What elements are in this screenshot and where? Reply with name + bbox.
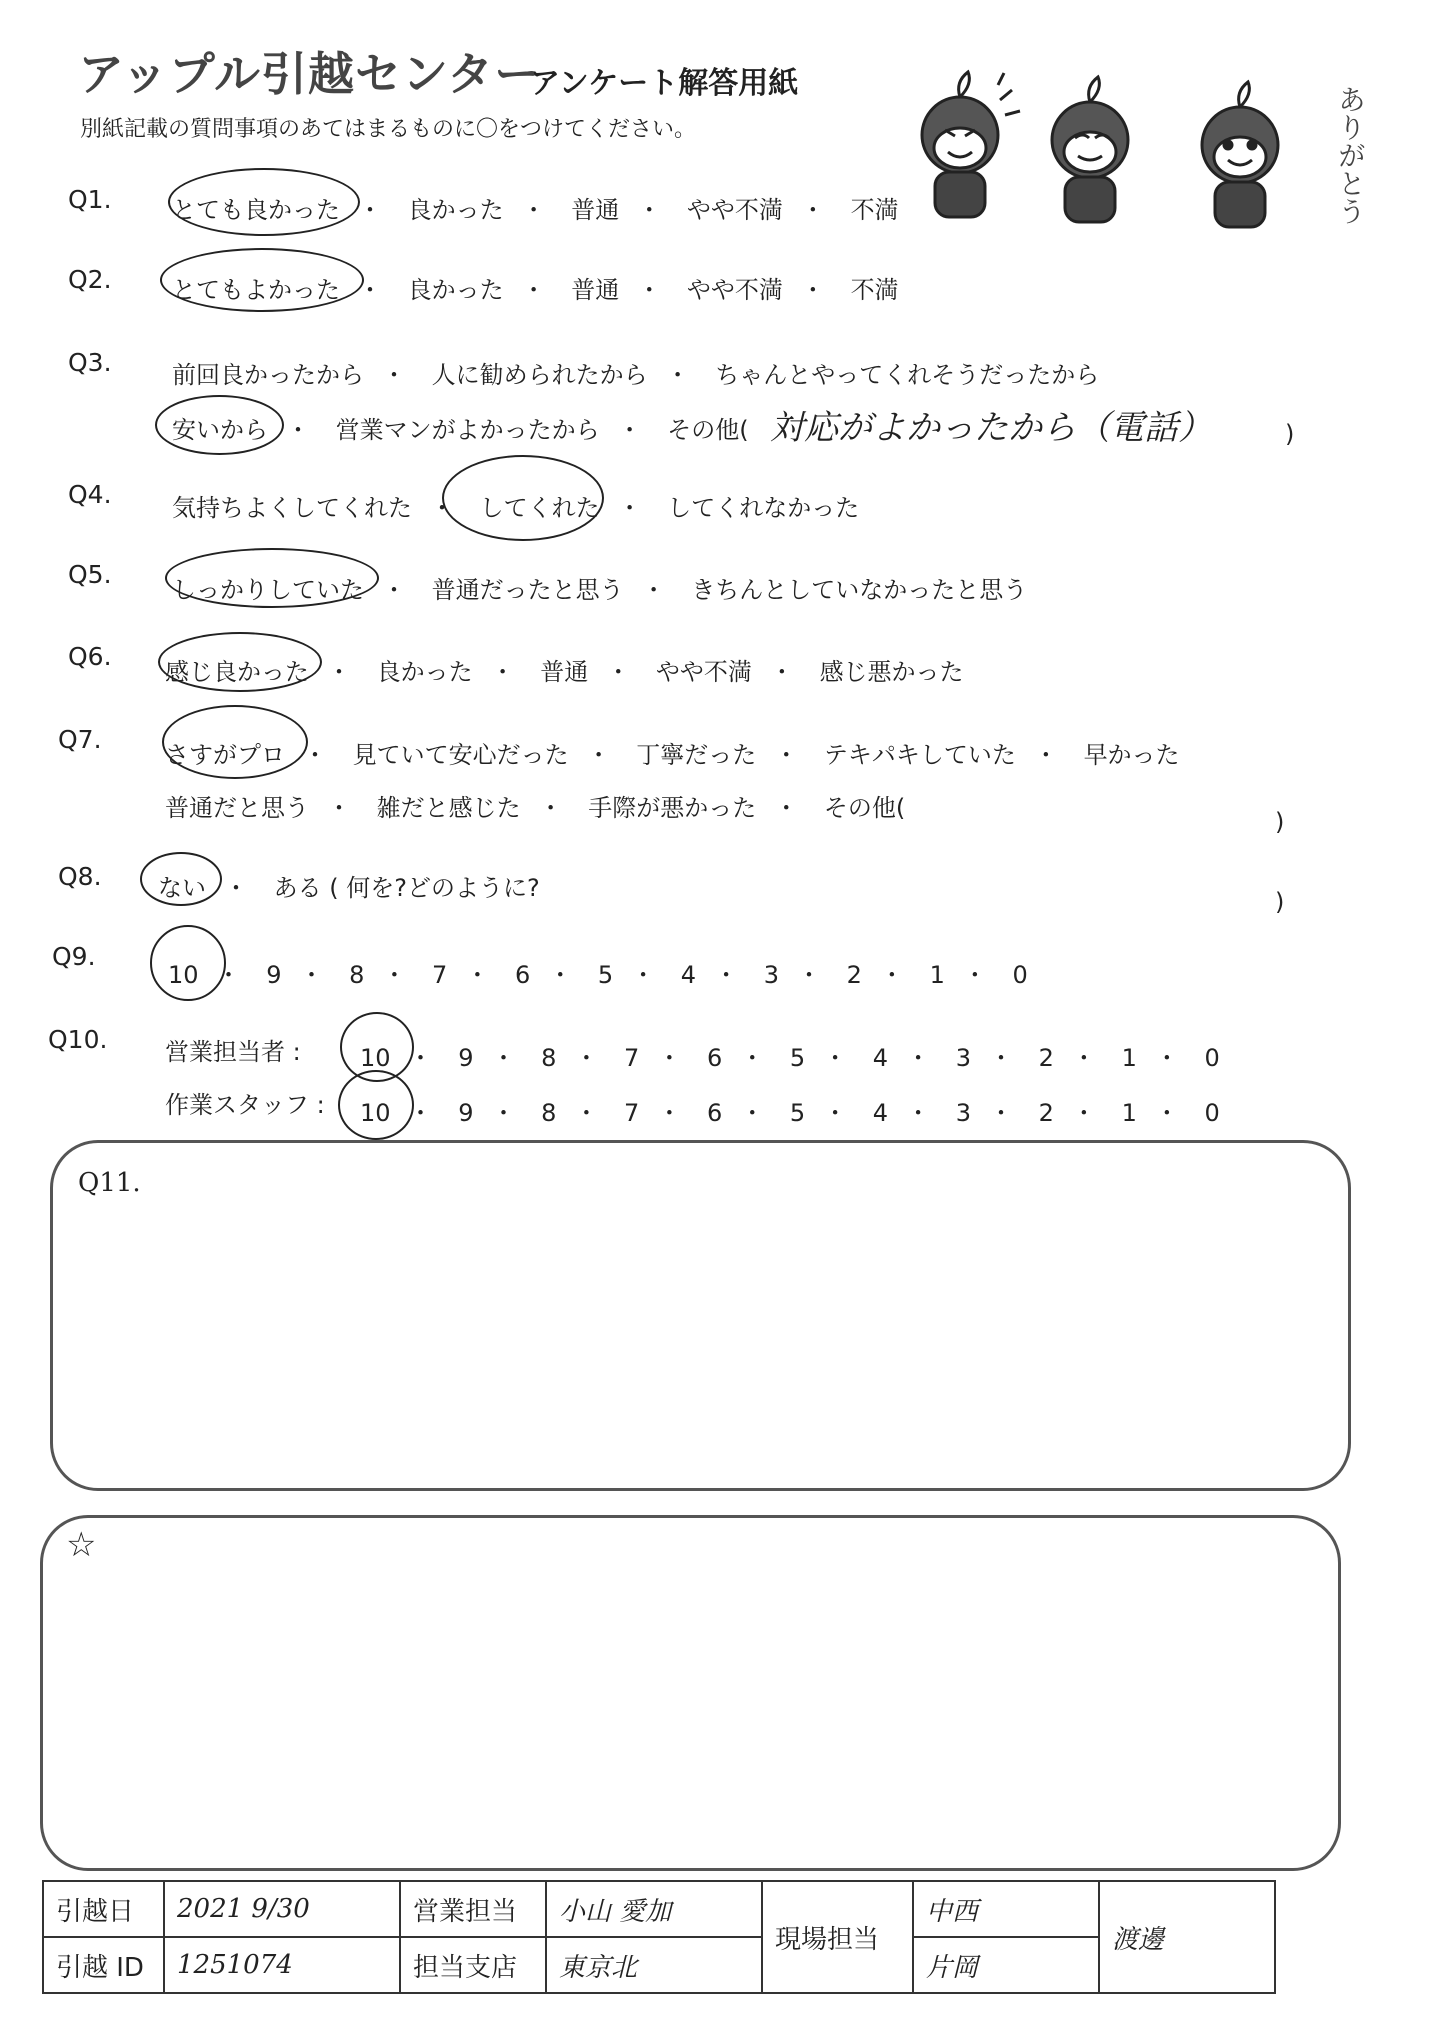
move-id-value[interactable]: 1251074 xyxy=(164,1937,400,1993)
site-rep-2[interactable]: 片岡 xyxy=(913,1937,1099,1993)
q1-option[interactable]: 良かった xyxy=(407,196,504,224)
q3-option[interactable]: 安いから xyxy=(172,416,268,444)
q8-options: ない ・ ある ( 何を?どのように? xyxy=(158,868,540,903)
q9-score[interactable]: 4 xyxy=(680,961,697,989)
q7-option[interactable]: その他( xyxy=(823,794,906,822)
company-name: アップル引越センター xyxy=(78,47,542,101)
q9-score[interactable]: 8 xyxy=(349,961,365,989)
q6-option[interactable]: 良かった xyxy=(376,658,473,686)
q11-label: Q11. xyxy=(78,1168,141,1198)
move-info-table xyxy=(42,1880,1276,1994)
q10-sales-score[interactable]: 7 xyxy=(624,1044,640,1072)
q9-score[interactable]: 6 xyxy=(514,961,531,989)
q11-comment-box[interactable] xyxy=(50,1140,1351,1491)
q7-option[interactable]: 普通だと思う xyxy=(165,794,309,822)
q10-staff-label: 作業スタッフ : xyxy=(165,1091,325,1119)
q2-option[interactable]: 不満 xyxy=(850,276,899,304)
q7-option[interactable]: さすがプロ xyxy=(165,741,285,769)
q10-sales-score[interactable]: 4 xyxy=(872,1044,889,1072)
q10-staff-score[interactable]: 0 xyxy=(1204,1099,1220,1127)
q10-label: Q10. xyxy=(48,1025,108,1054)
instruction-text: 別紙記載の質問事項のあてはまるものに〇をつけてください。 xyxy=(80,117,697,142)
q9-score[interactable]: 0 xyxy=(1012,961,1028,989)
q6-option[interactable]: 普通 xyxy=(540,658,589,686)
q10-staff-score[interactable]: 3 xyxy=(955,1099,971,1127)
q10-staff-score[interactable]: 2 xyxy=(1038,1099,1054,1127)
q9-label: Q9. xyxy=(52,942,96,971)
q7-option[interactable]: 早かった xyxy=(1083,741,1180,769)
branch-value[interactable]: 東京北 xyxy=(546,1937,762,1993)
q10-staff-score[interactable]: 5 xyxy=(789,1099,806,1127)
q7-option[interactable]: 雑だと感じた xyxy=(376,794,521,822)
q3-option[interactable]: 営業マンがよかったから xyxy=(335,416,600,444)
q1-options: とても良かった ・ 良かった ・ 普通 ・ やや不満 ・ 不満 xyxy=(172,190,899,225)
form-title: アンケート解答用紙 xyxy=(530,66,799,101)
q5-option[interactable]: 普通だったと思う xyxy=(431,576,624,604)
q10-staff-score[interactable]: 8 xyxy=(541,1099,557,1127)
q1-label: Q1. xyxy=(68,185,112,214)
q4-option[interactable]: してくれなかった xyxy=(667,494,860,522)
q9-score[interactable]: 9 xyxy=(266,961,282,989)
q10-staff-score[interactable]: 6 xyxy=(706,1099,723,1127)
site-rep-1[interactable]: 中西 xyxy=(913,1881,1099,1937)
q10-sales-score[interactable]: 6 xyxy=(706,1044,723,1072)
q1-option[interactable]: とても良かった xyxy=(172,196,340,224)
q2-option[interactable]: とてもよかった xyxy=(172,276,340,304)
q5-option[interactable]: しっかりしていた xyxy=(172,576,364,604)
q5-option[interactable]: きちんとしていなかったと思う xyxy=(691,576,1028,604)
q6-option[interactable]: 感じ良かった xyxy=(165,658,309,686)
q3-option[interactable]: その他( xyxy=(667,416,749,444)
q6-options: 感じ良かった ・ 良かった ・ 普通 ・ やや不満 ・ 感じ悪かった xyxy=(165,652,964,687)
q9-score[interactable]: 1 xyxy=(929,961,945,989)
q3-label: Q3. xyxy=(68,348,112,377)
move-date-label: 引越日 xyxy=(43,1881,164,1937)
q3-option[interactable]: 前回良かったから xyxy=(172,361,364,389)
q2-label: Q2. xyxy=(68,265,112,294)
q10-sales-score[interactable]: 3 xyxy=(955,1044,971,1072)
q2-option[interactable]: やや不満 xyxy=(686,276,783,304)
q7-options-line1: さすがプロ ・ 見ていて安心だった ・ 丁寧だった ・ テキパキしていた ・ 早かった xyxy=(165,735,1180,770)
q7-option[interactable]: 丁寧だった xyxy=(636,741,757,769)
q10-sales-label: 営業担当者 : xyxy=(165,1038,301,1066)
q4-option[interactable]: してくれた xyxy=(479,494,600,522)
q2-option[interactable]: 普通 xyxy=(571,276,620,304)
q4-options: 気持ちよくしてくれた ・ してくれた ・ してくれなかった xyxy=(172,488,859,523)
q4-option[interactable]: 気持ちよくしてくれた xyxy=(172,494,412,522)
q10-staff-scale: 10 ・ 9 ・ 8 ・ 7 ・ 6 ・ 5 ・ 4 ・ 3 ・ 2 ・ 1 ・ 0 xyxy=(360,1099,1220,1127)
q3-option[interactable]: ちゃんとやってくれそうだったから xyxy=(715,361,1100,389)
q6-label: Q6. xyxy=(68,642,112,671)
q9-score[interactable]: 5 xyxy=(597,961,614,989)
sales-rep-value[interactable]: 小山 愛加 xyxy=(546,1881,762,1937)
q8-option[interactable]: ない xyxy=(158,874,206,902)
q10-sales-scale: 10 ・ 9 ・ 8 ・ 7 ・ 6 ・ 5 ・ 4 ・ 3 ・ 2 ・ 1 ・ 0 xyxy=(360,1044,1220,1072)
q5-options: しっかりしていた ・ 普通だったと思う ・ きちんとしていなかったと思う xyxy=(172,570,1027,605)
star-comment-box[interactable] xyxy=(40,1515,1341,1871)
branch-label: 担当支店 xyxy=(400,1937,546,1993)
q3-other-handwritten[interactable]: 対応がよかったから（電話） xyxy=(770,408,1212,448)
q10-sales-score[interactable]: 10 xyxy=(360,1044,391,1072)
q7-option[interactable]: テキパキしていた xyxy=(823,741,1016,769)
q8-label: Q8. xyxy=(58,862,102,891)
q7-options-line2: 普通だと思う ・ 雑だと感じた ・ 手際が悪かった ・ その他( xyxy=(165,788,905,823)
sales-rep-label: 営業担当 xyxy=(400,1881,546,1937)
q10-sales-score[interactable]: 0 xyxy=(1204,1044,1220,1072)
q1-option[interactable]: 不満 xyxy=(850,196,899,224)
q3-option[interactable]: 人に勧められたから xyxy=(431,361,648,389)
q10-staff-score[interactable]: 4 xyxy=(872,1099,889,1127)
q3-options-line1: 前回良かったから ・ 人に勧められたから ・ ちゃんとやってくれそうだったから xyxy=(172,355,1099,390)
q6-option[interactable]: やや不満 xyxy=(655,658,752,686)
q9-score[interactable]: 2 xyxy=(846,961,862,989)
monkey-mascots-icon xyxy=(900,60,1320,250)
q7-other-close: ) xyxy=(1275,808,1285,836)
q7-label: Q7. xyxy=(58,725,102,754)
q10-staff-score[interactable]: 10 xyxy=(360,1099,391,1127)
q10-staff-score[interactable]: 7 xyxy=(624,1099,640,1127)
q9-scale: 10 ・ 9 ・ 8 ・ 7 ・ 6 ・ 5 ・ 4 ・ 3 ・ 2 ・ 1 ・ 0 xyxy=(168,961,1028,989)
q9-score[interactable]: 10 xyxy=(168,961,199,989)
q8-option[interactable]: ある ( 何を?どのように? xyxy=(273,874,540,902)
q10-staff-score[interactable]: 9 xyxy=(458,1099,474,1127)
q2-options: とてもよかった ・ 良かった ・ 普通 ・ やや不満 ・ 不満 xyxy=(172,270,899,305)
q10-sales-score[interactable]: 1 xyxy=(1121,1044,1137,1072)
q1-option[interactable]: やや不満 xyxy=(686,196,783,224)
site-rep-label: 現場担当 xyxy=(762,1881,913,1993)
q4-label: Q4. xyxy=(68,480,112,509)
q9-score[interactable]: 7 xyxy=(432,961,448,989)
move-id-label: 引越 ID xyxy=(43,1937,164,1993)
q1-option[interactable]: 普通 xyxy=(571,196,620,224)
q3-options-line2: 安いから ・ 営業マンがよかったから ・ その他( xyxy=(172,410,749,445)
q10-staff-score[interactable]: 1 xyxy=(1121,1099,1137,1127)
q10-sales-score[interactable]: 8 xyxy=(541,1044,557,1072)
site-rep-3[interactable]: 渡邊 xyxy=(1099,1881,1275,1993)
q10-sales-score[interactable]: 5 xyxy=(789,1044,806,1072)
q3-other-close: ) xyxy=(1285,420,1295,448)
q7-option[interactable]: 手際が悪かった xyxy=(588,794,757,822)
thanks-text: ありがとう xyxy=(1334,85,1367,225)
star-icon: ☆ xyxy=(66,1525,97,1565)
q6-option[interactable]: 感じ悪かった xyxy=(819,658,964,686)
move-date-value[interactable]: 2021 9/30 xyxy=(164,1881,400,1937)
q10-sales-score[interactable]: 2 xyxy=(1038,1044,1054,1072)
q2-option[interactable]: 良かった xyxy=(407,276,504,304)
q5-label: Q5. xyxy=(68,560,112,589)
q10-sales-score[interactable]: 9 xyxy=(458,1044,474,1072)
q9-score[interactable]: 3 xyxy=(763,961,779,989)
q8-close: ) xyxy=(1275,888,1285,916)
q7-option[interactable]: 見ていて安心だった xyxy=(352,741,569,769)
